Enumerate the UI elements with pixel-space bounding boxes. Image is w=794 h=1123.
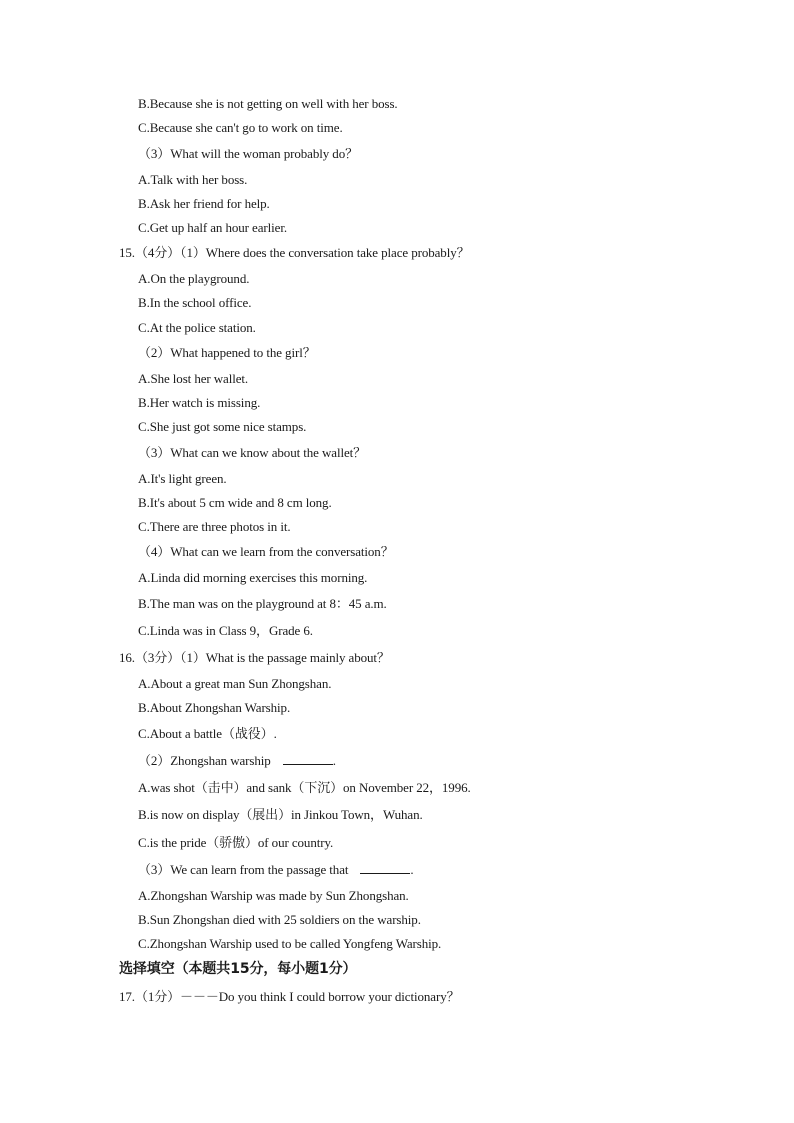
- subquestion-3: （3）What can we know about the wallet？: [138, 445, 367, 460]
- option-b: B.In the school office.: [138, 295, 252, 310]
- option-b: B.Because she is not getting on well with her boss.: [138, 96, 398, 111]
- question-16: 16.（3分）（1）What is the passage mainly about？: [119, 650, 390, 665]
- option-c: C.At the police station.: [138, 320, 256, 335]
- subquestion-text: （2）Zhongshan warship: [138, 753, 271, 768]
- blank-period: .: [410, 862, 414, 877]
- option-b: B.About Zhongshan Warship.: [138, 700, 291, 715]
- question-17: 17.（1分）－－－Do you think I could borrow your dictionary？: [119, 989, 460, 1004]
- option-a: A.Zhongshan Warship was made by Sun Zhongshan.: [138, 888, 409, 903]
- subquestion-2: （2）What happened to the girl？: [138, 345, 316, 360]
- option-c: C.Zhongshan Warship used to be called Yongfeng Warship.: [138, 936, 442, 951]
- option-b: B.Her watch is missing.: [138, 395, 261, 410]
- option-a: A.She lost her wallet.: [138, 371, 249, 386]
- option-c: C.There are three photos in it.: [138, 519, 291, 534]
- subquestion-3: [138, 862, 414, 878]
- option-c: C.Because she can't go to work on time.: [138, 120, 343, 135]
- option-b: B.is now on display（展出）in Jinkou Town，Wuhan.: [138, 807, 423, 822]
- option-a: A.It's light green.: [138, 471, 227, 486]
- question-15: 15.（4分）（1）Where does the conversation take place probably？: [119, 245, 470, 260]
- blank-period: .: [332, 753, 336, 768]
- subquestion-text: （3）We can learn from the passage that: [138, 862, 349, 877]
- option-c: C.Get up half an hour earlier.: [138, 220, 287, 235]
- subquestion-2: [138, 753, 336, 769]
- option-b: B.Ask her friend for help.: [138, 196, 270, 211]
- option-b: B.The man was on the playground at 8：45 a.m.: [138, 596, 387, 611]
- option-a: A.Talk with her boss.: [138, 172, 248, 187]
- option-a: A.was shot（击中）and sank（下沉）on November 22，1996.: [138, 780, 471, 795]
- option-c: C.Linda was in Class 9，Grade 6.: [138, 623, 313, 638]
- option-b: B.Sun Zhongshan died with 25 soldiers on the warship.: [138, 912, 421, 927]
- option-a: A.Linda did morning exercises this morning.: [138, 570, 368, 585]
- option-a: A.About a great man Sun Zhongshan.: [138, 676, 332, 691]
- option-a: A.On the playground.: [138, 271, 250, 286]
- answer-blank: [283, 753, 333, 765]
- answer-blank: [360, 862, 410, 874]
- option-c: C.is the pride（骄傲）of our country.: [138, 835, 334, 850]
- subquestion-4: （4）What can we learn from the conversation？: [138, 544, 394, 559]
- subquestion-3: （3）What will the woman probably do？: [138, 146, 358, 161]
- section-heading: 选择填空（本题共15分，每小题1分）: [119, 961, 357, 977]
- option-b: B.It's about 5 cm wide and 8 cm long.: [138, 495, 332, 510]
- option-c: C.She just got some nice stamps.: [138, 419, 307, 434]
- option-c: C.About a battle（战役）.: [138, 726, 277, 741]
